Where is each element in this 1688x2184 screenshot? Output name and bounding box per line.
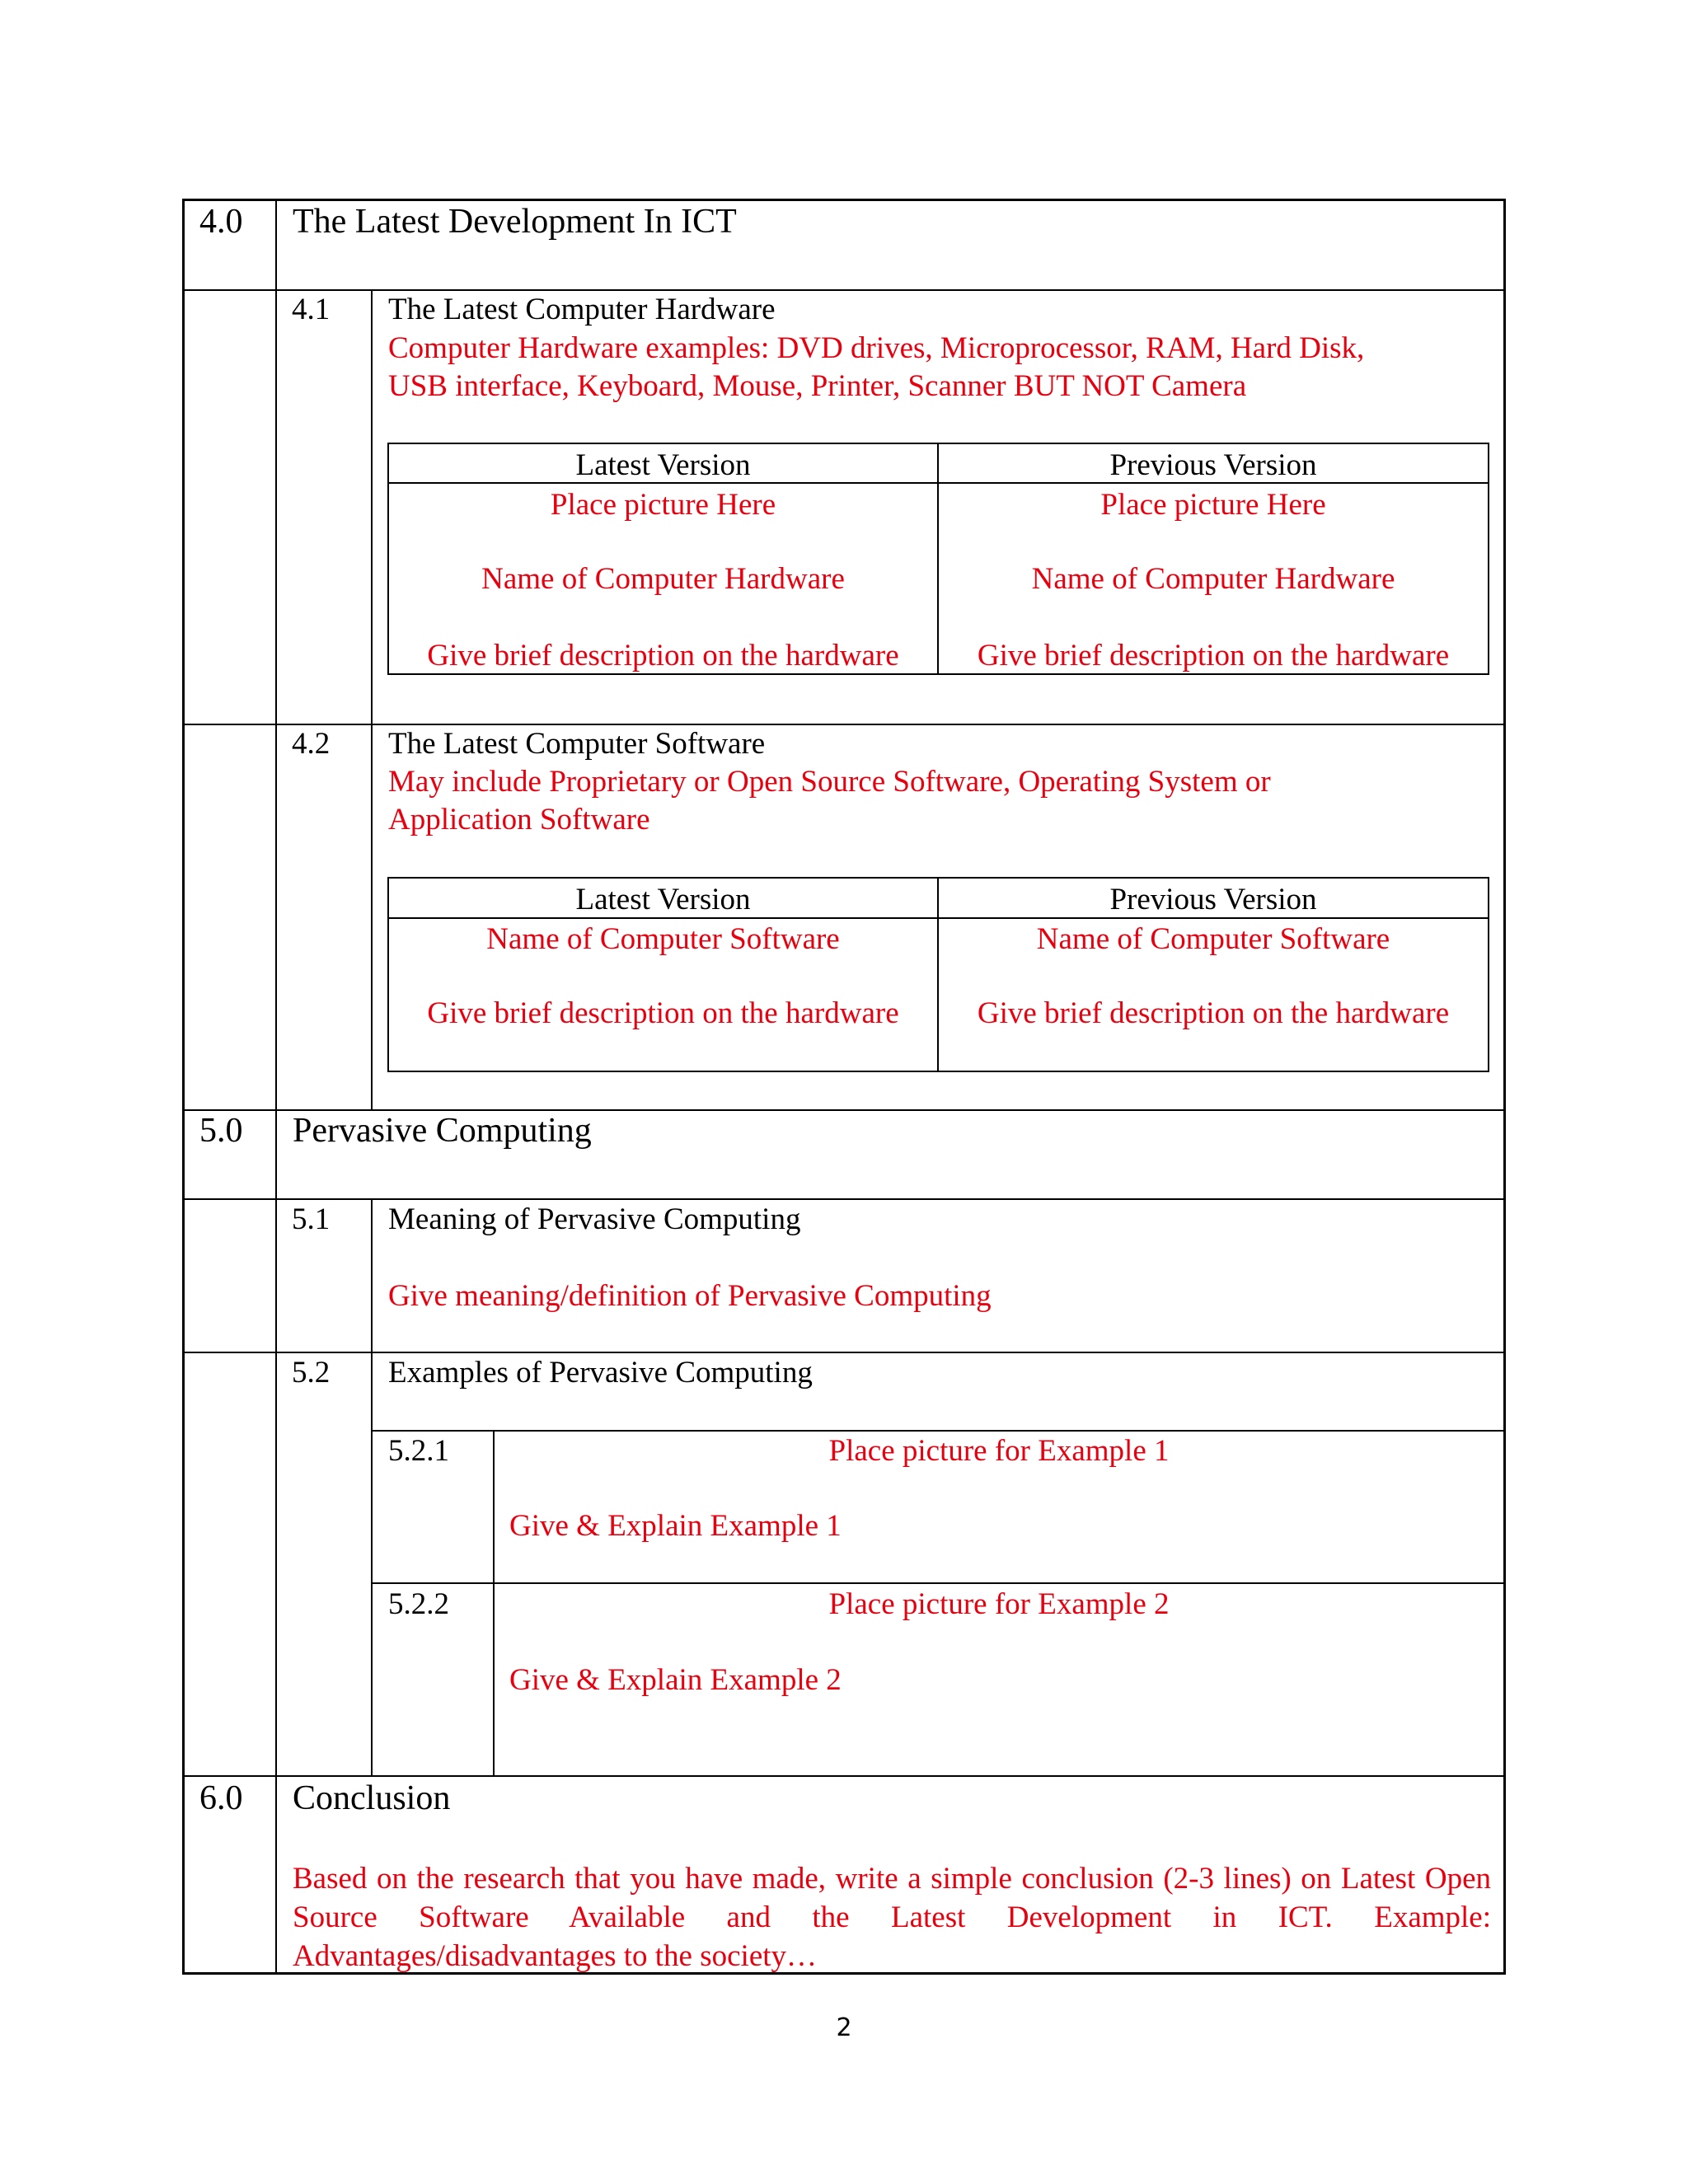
table-border-left <box>182 199 185 1975</box>
row-divider <box>182 724 1506 725</box>
column-header-latest: Latest Version <box>575 883 751 916</box>
subsection-heading: Meaning of Pervasive Computing <box>388 1202 801 1236</box>
section-number: 6.0 <box>199 1779 243 1817</box>
example-picture-placeholder: Place picture for Example 2 <box>828 1587 1170 1621</box>
hardware-description-placeholder: Give brief description on the hardware <box>977 639 1450 673</box>
table-border-right <box>1503 199 1506 1975</box>
section-number: 5.0 <box>199 1112 243 1150</box>
instruction-text: May include Proprietary or Open Source Software, Operating System or <box>388 765 1271 799</box>
hardware-name-placeholder: Name of Computer Hardware <box>1031 562 1395 596</box>
subsection-number: 4.1 <box>292 293 331 326</box>
hardware-name-placeholder: Name of Computer Hardware <box>481 562 845 596</box>
row-divider <box>371 1430 1506 1432</box>
section-title: The Latest Development In ICT <box>293 203 737 241</box>
picture-placeholder: Place picture Here <box>1100 488 1326 522</box>
column-header-previous: Previous Version <box>1109 448 1317 482</box>
page-number: 2 <box>836 2013 852 2042</box>
column-divider-sub-4 <box>371 290 373 1110</box>
software-name-placeholder: Name of Computer Software <box>486 922 840 956</box>
picture-placeholder: Place picture Here <box>550 488 776 522</box>
subsection-number: 5.2 <box>292 1356 331 1390</box>
instruction-text: Give meaning/definition of Pervasive Computing <box>388 1279 992 1313</box>
instruction-text: Computer Hardware examples: DVD drives, Microprocessor, RAM, Hard Disk, <box>388 331 1365 365</box>
subsection-number: 4.2 <box>292 727 331 761</box>
software-description-placeholder: Give brief description on the hardware <box>977 996 1450 1030</box>
row-divider <box>182 289 1506 291</box>
table-border-top <box>182 199 1506 201</box>
example-explain-placeholder: Give & Explain Example 2 <box>509 1663 842 1697</box>
subsection-heading: Examples of Pervasive Computing <box>388 1356 813 1390</box>
instruction-text: USB interface, Keyboard, Mouse, Printer, Scanner BUT NOT Camera <box>388 369 1247 403</box>
row-divider <box>371 1582 1506 1584</box>
column-header-latest: Latest Version <box>575 448 751 482</box>
software-name-placeholder: Name of Computer Software <box>1036 922 1390 956</box>
section-number: 4.0 <box>199 203 243 241</box>
instruction-text: Application Software <box>388 803 650 837</box>
subsection-heading: The Latest Computer Hardware <box>388 293 776 326</box>
row-divider <box>182 1352 1506 1353</box>
row-divider <box>182 1775 1506 1777</box>
column-divider-main <box>275 199 277 1975</box>
example-number: 5.2.1 <box>388 1434 449 1468</box>
row-divider <box>182 1198 1506 1200</box>
row-divider <box>182 1109 1506 1111</box>
conclusion-instruction: Based on the research that you have made, write a simple conclusion (2-3 lines) on Latest Open Source Software Available and the Latest Development in ICT. Example: Advantages/disadvantages to the society… <box>293 1862 1491 1973</box>
section-title: Conclusion <box>293 1779 451 1817</box>
subsection-heading: The Latest Computer Software <box>388 727 766 761</box>
section-title: Pervasive Computing <box>293 1112 592 1150</box>
subsection-number: 5.1 <box>292 1202 331 1236</box>
hardware-description-placeholder: Give brief description on the hardware <box>427 639 899 673</box>
column-header-previous: Previous Version <box>1109 883 1317 916</box>
example-number: 5.2.2 <box>388 1587 449 1621</box>
column-divider-sub-5 <box>371 1199 373 1776</box>
software-description-placeholder: Give brief description on the hardware <box>427 996 899 1030</box>
example-picture-placeholder: Place picture for Example 1 <box>828 1434 1170 1468</box>
example-explain-placeholder: Give & Explain Example 1 <box>509 1509 842 1543</box>
